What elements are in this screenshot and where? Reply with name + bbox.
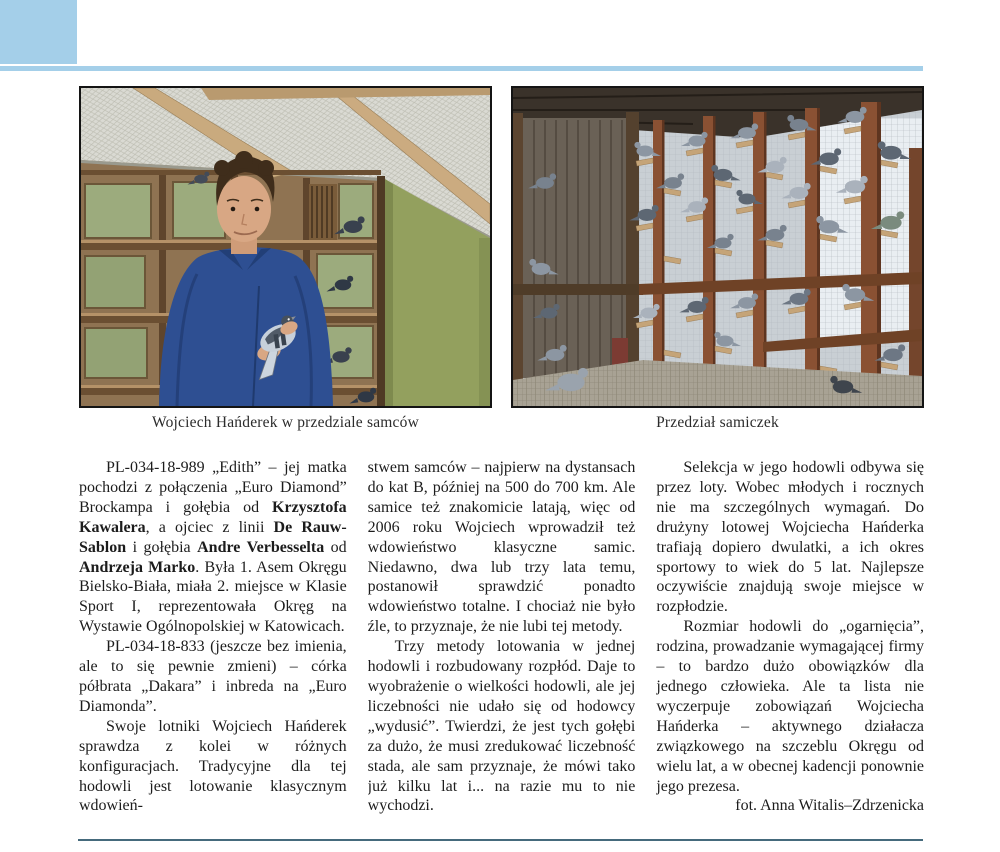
column-1 [79, 458, 347, 822]
photo-left-caption: Wojciech Hańderek w przedziale samców [152, 414, 419, 431]
paragraph-obligations: Rozmiar hodowli do „ogarnięcia”, rodzina, prowadzanie wymagającej firmy – to bardzo dużo obowiązków dla jednego człowieka. Ale ta lista nie wyczerpuje zobowiązań Wojciecha Hańderka – aktywnego działacza związkowego na szczeblu Okręgu od wielu lat, a w obecnej kadencji ponownie jego prezesa. [656, 618, 925, 795]
paragraph-three-methods: Trzy metody lotowania w jednej hodowli i rozbudowany rozpłód. Daje to wyobrażenie o wielkości hodowli, ale jej liczebności nie udało się od hodowcy „wydusić”. Twierdzi, że jest tych gołębi za dużo, że musi zredukować liczebność stada, ale sam przyznaje, że mówi tako już kilku lat i... na razie mu to nie wychodzi. [367, 638, 636, 815]
header-accent-bar [0, 66, 923, 71]
photo-credit: fot. Anna Witalis–Zdrzenicka [735, 797, 925, 815]
photo-left-figure [79, 86, 492, 432]
aviary-illustration [513, 88, 922, 406]
photo-right-caption: Przedział samiczek [656, 414, 779, 431]
paragraph-pedigree-833: PL-034-18-833 (jeszcze bez imienia, ale to się pewnie zmieni) – córka półbrata „Dakara” i inbreda na „Euro Diamonda”. [79, 638, 347, 715]
male-compartment-photo [79, 86, 492, 408]
photo-right-figure [511, 86, 924, 432]
column-2 [368, 458, 636, 822]
photo-row [79, 86, 924, 432]
paragraph-flying-methods-cont: stwem samców – najpierw na dystansach do kat B, później na 500 do 700 km. Ale samice też znakomicie latają, więc od 2006 roku Wojciech wprowadził też wdowieństwo klasyczne samic. Niedawno, dwa lub trzy lata temu, postanowił sprawdzić ponadto wdowieństwo totalne. I chociaż nie było źle, to przyznaje, że nie lubi tej metody. [367, 459, 636, 636]
paragraph-flying-methods-start: Swoje lotniki Wojciech Hańderek sprawdza z kolei w różnych konfiguracjach. Tradycyjne dla tej hodowli jest lotowanie klasycznym wdowień- [79, 717, 347, 815]
loft-interior-illustration [81, 88, 490, 406]
article-body [79, 458, 924, 822]
female-compartment-photo [511, 86, 924, 408]
paragraph-pedigree-edith: PL-034-18-989 „Edith” – jej matka pochodzi z połączenia „Euro Diamond” Brockampa i gołębia od Krzysztofa Kawalera, a ojciec z linii De Rauw-Sablon i gołębia Andre Verbesselta od Andrzeja Marko. Była 1. Asem Okręgu Bielsko-Biała, miała 2. miejsce w Klasie Sport I, reprezentowała Okręg na Wystawie Ogólnopolskiej w Katowicach. [79, 459, 347, 636]
footer-rule [78, 839, 923, 841]
paragraph-selection: Selekcja w jego hodowli odbywa się przez loty. Wobec młodych i rocznych nie ma szczególnych wymagań. Do drużyny lotowej Wojciecha Hańderka trafiają dopiero dwulatki, a ich okres sportowy to wiek do 5 lat. Najlepsze oczywiście znajdują swoje miejsce w rozpłodzie. [656, 459, 925, 616]
column-3 [656, 458, 924, 822]
header-accent-square [0, 0, 77, 64]
